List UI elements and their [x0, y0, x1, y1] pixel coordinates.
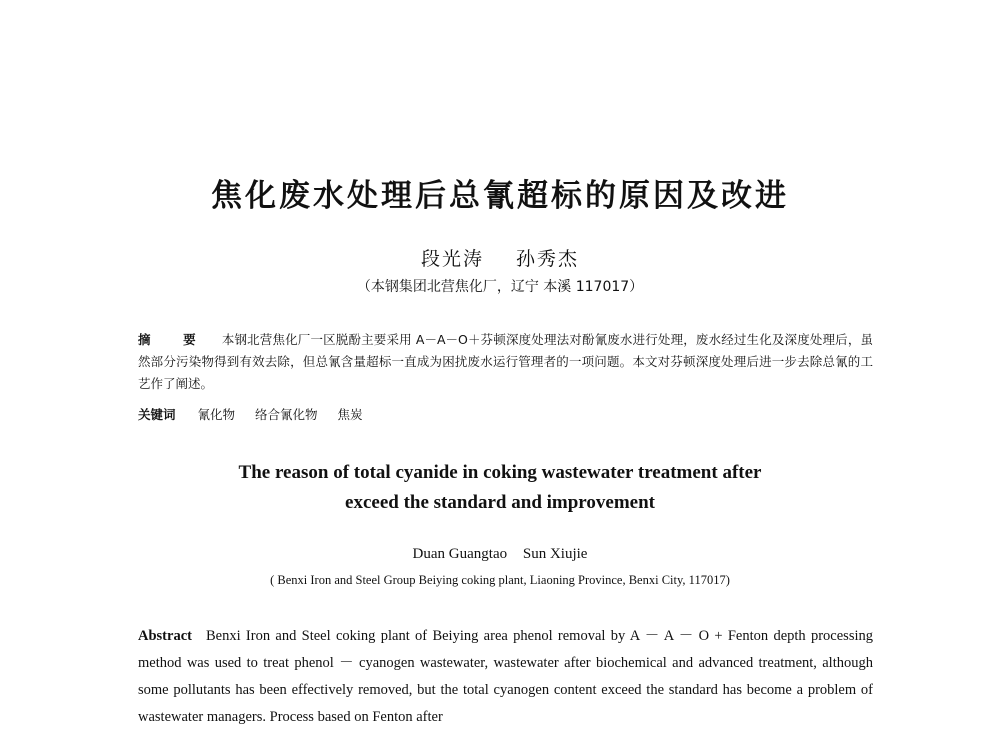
english-author-1: Duan Guangtao: [412, 546, 508, 562]
english-authors: [0, 546, 1000, 563]
english-author-2: Sun Xiujie: [522, 546, 588, 562]
chinese-author-2: 孙秀杰: [516, 248, 580, 270]
chinese-title: 焦化废水处理后总氰超标的原因及改进: [211, 178, 789, 214]
english-affiliation: ( Benxi Iron and Steel Group Beiying coking plant, Liaoning Province, Benxi City, 117017): [270, 573, 730, 587]
english-title-line-1: The reason of total cyanide in coking wastewater treatment after: [238, 462, 762, 483]
english-title: [0, 458, 1000, 518]
english-title-line-2: exceed the standard and improvement: [345, 492, 655, 513]
chinese-author-1: 段光涛: [420, 248, 484, 270]
keyword-2: 络合氰化物: [255, 407, 318, 422]
english-abstract: [138, 623, 873, 731]
english-abstract-label: Abstract: [138, 628, 192, 644]
keyword-1: 氰化物: [197, 407, 236, 422]
chinese-abstract-label: 摘 要: [138, 332, 210, 347]
chinese-abstract-text: 本钢北营焦化厂一区脱酚主要采用 A－A－O＋芬顿深度处理法对酚氰废水进行处理，废水经过生化及深度处理后，虽然部分污染物得到有效去除，但总氰含量超标一直成为困扰废水运行管理者的一项问题。本文对芬顿深度处理后进一步去除总氰的工艺作了阐述。: [138, 332, 873, 391]
chinese-authors: [0, 244, 1000, 271]
english-abstract-text: Benxi Iron and Steel coking plant of Beiying area phenol removal by A － A － O + Fenton depth processing method was used to treat phenol － cyanogen wastewater, wastewater after biochemical and advanced treatment, although some pollutants has been effectively removed, but the total cyanogen content exceed the standard has become a problem of wastewater managers. Process based on Fenton after: [138, 628, 873, 725]
chinese-keywords: [138, 405, 873, 423]
keyword-3: 焦炭: [337, 407, 363, 422]
chinese-keywords-label: 关键词: [138, 407, 176, 422]
chinese-affiliation: （本钢集团北营焦化厂，辽宁 本溪 117017）: [356, 279, 644, 295]
chinese-abstract: [138, 329, 873, 395]
